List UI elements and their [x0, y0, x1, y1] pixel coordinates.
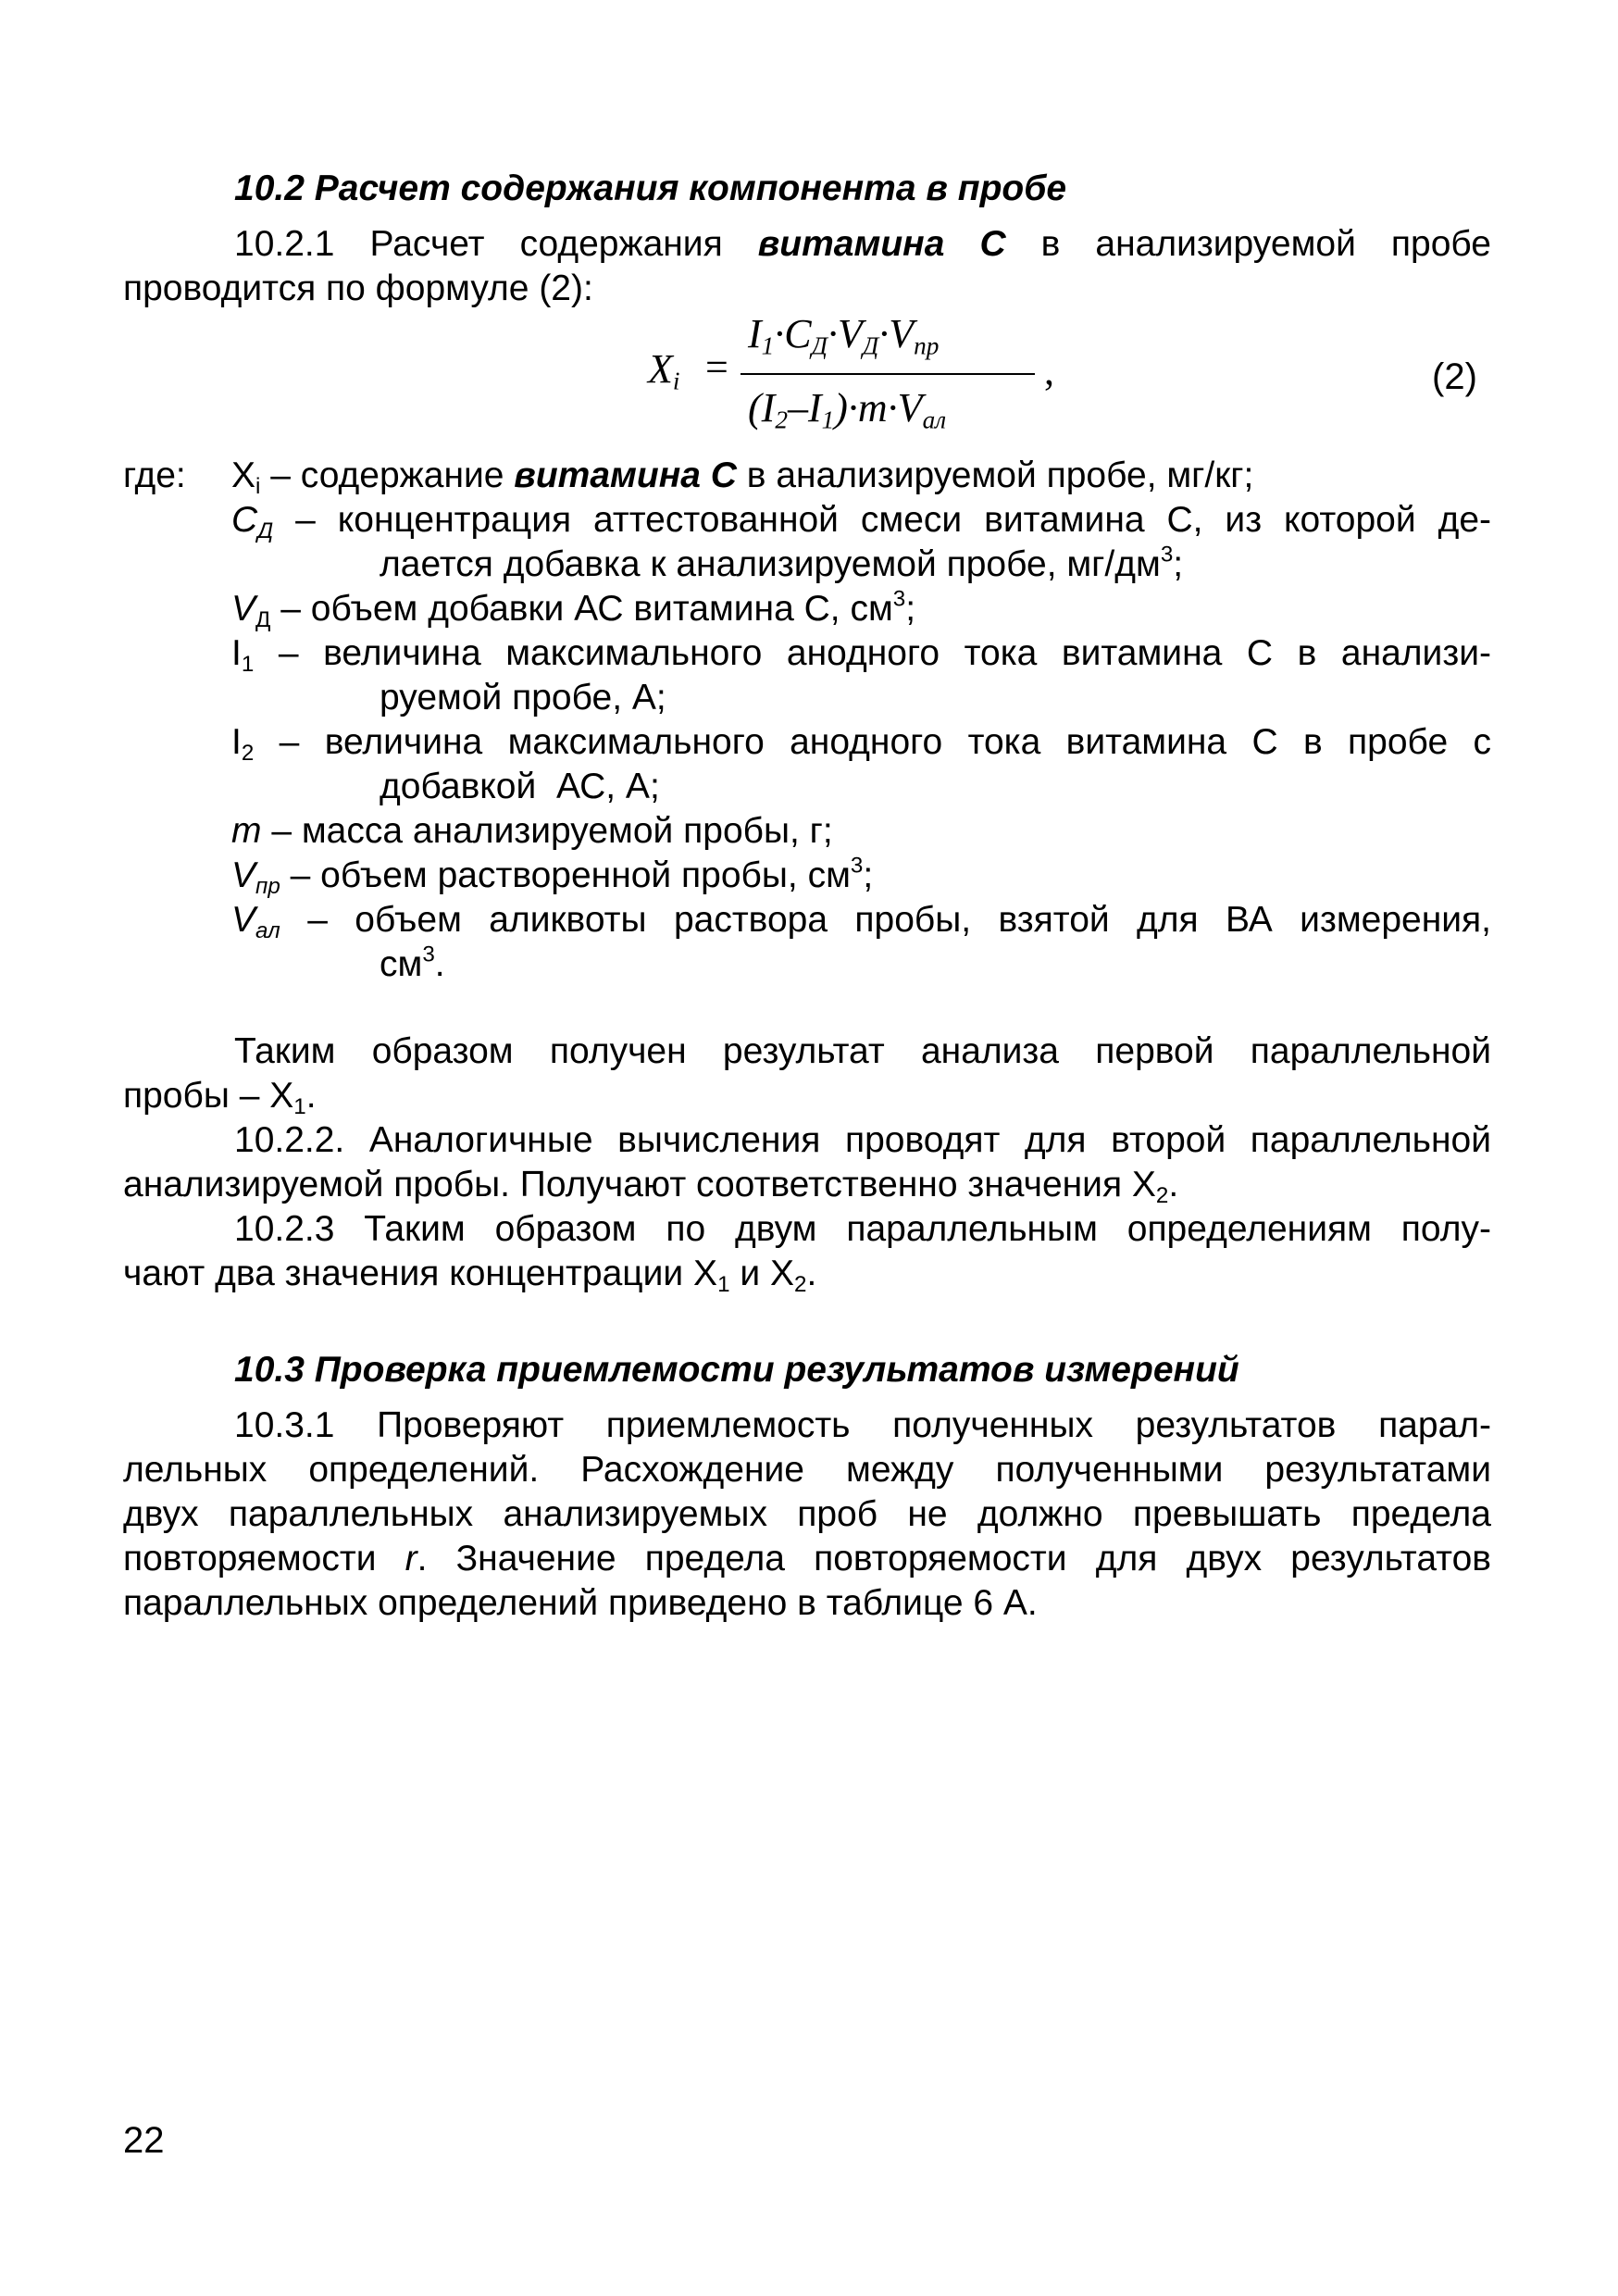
section-heading-10-2: 10.2 Расчет содержания компонента в пробе [234, 168, 1067, 208]
paragraph-line: 10.3.1 Проверяют приемлемость полученных результатов парал- [234, 1405, 1491, 1445]
paragraph-line: анализируемой пробы. Получают соответственно значения $X_2$. [123, 1165, 1179, 1208]
formula-2 [648, 310, 1481, 440]
legend-val: $V_{ал}$ – объем аликвоты раствора пробы, взятой для ВА измерения, [231, 900, 1491, 943]
paragraph-line: Таким образом получен результат анализа первой параллельной [234, 1031, 1491, 1071]
legend-val-cont: $см^3$. [380, 942, 445, 984]
paragraph-line: 10.2.3 Таким образом по двум параллельным определениям полу- [234, 1209, 1491, 1249]
legend-vpr: $V_{пр}$ – объем растворенной пробы, $см^3$; [231, 853, 874, 899]
paragraph-line: пробы – $X_1$. [123, 1076, 317, 1119]
paragraph-line: чают два значения концентрации $X_1$ и $X_2$. [123, 1254, 817, 1297]
page-number: 22 [123, 2120, 165, 2161]
paragraph-line: повторяемости r. Значение предела повторяемости для двух результатов [123, 1539, 1491, 1578]
formula-equals: = [705, 344, 728, 390]
fraction-bar [741, 373, 1035, 375]
formula-number: (2) [1432, 356, 1477, 397]
formula-numerator: $I_1\cdot C_Д\cdot V_Д\cdot V_{пр}$ [748, 311, 940, 360]
section-heading-10-3: 10.3 Проверка приемлемости результатов измерений [234, 1350, 1239, 1390]
formula-denominator: $(I_2-I_1)\cdot m\cdot V_{ал}$ [748, 385, 947, 434]
paragraph-line: 10.2.1 Расчет содержания витамина С в анализируемой пробе [234, 224, 1491, 264]
paragraph-line: проводится по формуле (2): [123, 268, 593, 308]
paragraph-line: 10.2.2. Аналогичные вычисления проводят для второй параллельной [234, 1120, 1491, 1160]
legend-i1-cont: руемой пробе, А; [380, 678, 666, 718]
where-label: где: [123, 455, 186, 495]
legend-cd: $С_Д$ – концентрация аттестованной смеси витамина С, из которой де- [231, 500, 1491, 543]
legend-xi: $X_i$ – содержание витамина С в анализируемой пробе, мг/кг; [231, 455, 1254, 499]
paragraph-line: лельных определений. Расхождение между полученными результатами [123, 1450, 1491, 1490]
legend-i1: $I_1$ – величина максимального анодного тока витамина С в анализи- [231, 633, 1491, 677]
legend-m: m – масса анализируемой пробы, г; [231, 811, 833, 851]
legend-i2: $I_2$ – величина максимального анодного тока витамина С в пробе с [231, 722, 1491, 766]
paragraph-line: параллельных определений приведено в таблице 6 А. [123, 1583, 1038, 1623]
legend-i2-cont: добавкой АС, А; [380, 767, 660, 806]
legend-cd-cont: лается добавка к анализируемой пробе, $мг/дм^3$; [380, 542, 1184, 584]
legend-vd: $V_Д$ – объем добавки АС витамина С, $см^3$; [231, 586, 916, 632]
paragraph-line: двух параллельных анализируемых проб не должно превышать предела [123, 1494, 1491, 1534]
formula-comma: , [1044, 348, 1054, 393]
formula-lhs: $X_i$ [648, 346, 680, 395]
